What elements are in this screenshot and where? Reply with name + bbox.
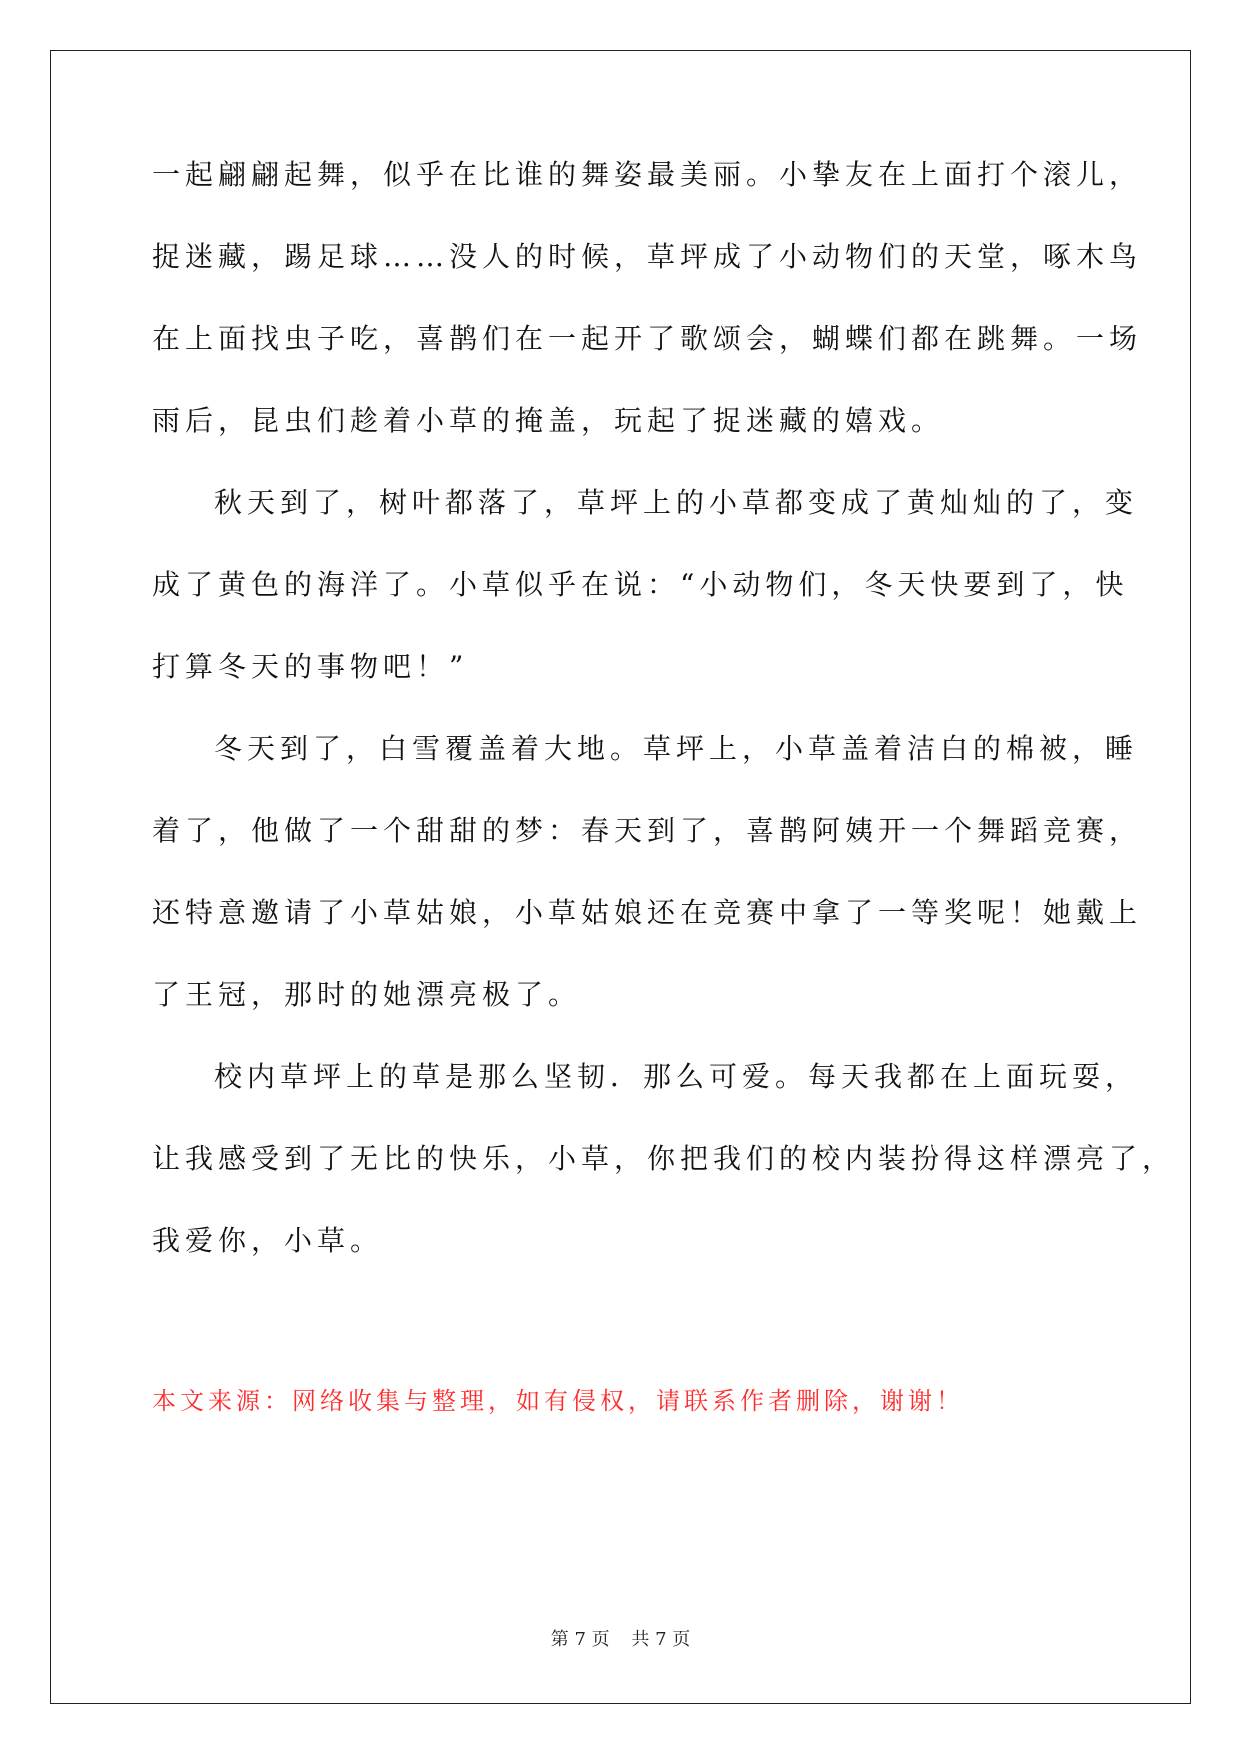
page-number-total: 共 7 页 — [631, 1629, 691, 1650]
text-line: 还特意邀请了小草姑娘，小草姑娘还在竞赛中拿了一等奖呢！她戴上 — [152, 896, 1143, 929]
text-line: 着了，他做了一个甜甜的梦：春天到了，喜鹊阿姨开一个舞蹈竞赛， — [152, 814, 1143, 847]
paragraph-start-winter: 冬天到了，白雪覆盖着大地。草坪上，小草盖着洁白的棉被，睡 — [214, 732, 1139, 765]
text-line: 在上面找虫子吃，喜鹊们在一起开了歌颂会，蝴蝶们都在跳舞。一场 — [152, 322, 1143, 355]
text-line: 成了黄色的海洋了。小草似乎在说：“小动物们，冬天快要到了，快 — [152, 568, 1129, 601]
paragraph-start-autumn: 秋天到了，树叶都落了，草坪上的小草都变成了黄灿灿的了，变 — [214, 486, 1139, 519]
page-footer — [0, 1628, 1241, 1652]
text-line: 打算冬天的事物吧！” — [152, 650, 469, 683]
page-number-current: 第 7 页 — [550, 1629, 610, 1650]
text-line: 了王冠，那时的她漂亮极了。 — [152, 978, 582, 1011]
text-line: 捉迷藏，踢足球……没人的时候，草坪成了小动物们的天堂，啄木鸟 — [152, 240, 1143, 273]
text-line: 我爱你，小草。 — [152, 1224, 384, 1257]
text-line: 雨后，昆虫们趁着小草的掩盖，玩起了捉迷藏的嬉戏。 — [152, 404, 945, 437]
text-line: 让我感受到了无比的快乐，小草，你把我们的校内装扮得这样漂亮了， — [152, 1142, 1176, 1175]
paragraph-start-conclusion: 校内草坪上的草是那么坚韧．那么可爱。每天我都在上面玩耍， — [214, 1060, 1139, 1093]
source-note: 本文来源：网络收集与整理，如有侵权，请联系作者删除，谢谢！ — [152, 1387, 964, 1415]
document-body — [152, 155, 1176, 1303]
text-line: 一起翩翩起舞，似乎在比谁的舞姿最美丽。小挚友在上面打个滚儿， — [152, 158, 1143, 191]
